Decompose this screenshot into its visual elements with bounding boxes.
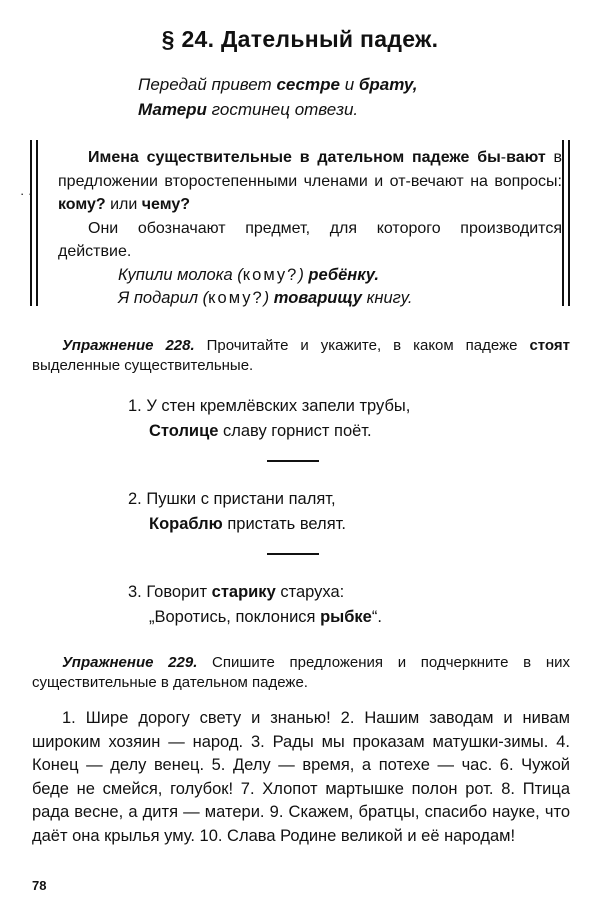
verse-separator	[267, 553, 319, 555]
epigraph-line-1: Передай привет сестре и брату,	[138, 75, 418, 94]
rule-paragraph-2: Они обозначают предмет, для которого производится действие.	[58, 219, 562, 260]
epigraph-line-2: Матери гостинец отвези.	[138, 100, 359, 119]
rule-bar-right	[562, 140, 570, 306]
rule-example-1: Купили молока (кому?) ребёнку.	[118, 265, 379, 284]
rule-text	[58, 146, 562, 311]
exercise-229-heading: Упражнение 229. Спишите предложения и подчеркните в них существительные в дательном падеже.	[32, 654, 570, 691]
rule-box	[30, 140, 570, 310]
verse-2: 2. Пушки с пристани палят, Кораблю пристать велят.	[128, 490, 346, 533]
exercise-228-heading: Упражнение 228. Прочитайте и укажите, в каком падеже стоят выделенные существительные.	[32, 337, 570, 374]
rule-paragraph-1: Имена существительные в дательном падеже бы-вают в предложении второстепенными членами и от-вечают на вопросы: кому? или чему?	[58, 149, 563, 213]
rule-example-2: Я подарил (кому?) товарищу книгу.	[118, 289, 413, 307]
section-title: § 24. Дательный падеж.	[161, 26, 439, 52]
verse-separator	[267, 460, 319, 462]
exercise-229-body: 1. Шире дорогу свету и знанью! 2. Нашим заводам и нивам широким хозяин — народ. 3. Рады мы проказам матушки-зимы. 4. Конец — делу венец. 5. Делу — время, а потехе — час. 6. Чужой беде не смейся, голубок! 7. Хлопот мартышке полон рот. 8. Птица рада весне, а дитя — матери. 9. Скажем, братцы, спасибо науке, что даёт она крылья уму. 10. Слава Родине великой и её народам!	[32, 709, 570, 845]
epigraph	[138, 72, 417, 122]
margin-dots: · ·	[20, 186, 33, 201]
verse-3: 3. Говорит старику старуха: „Воротись, поклонися рыбке“.	[128, 583, 382, 626]
page-number: 78	[32, 878, 47, 893]
verse-1: 1. У стен кремлёвских запели трубы, Столице славу горнист поёт.	[128, 397, 411, 440]
rule-bar-left	[30, 140, 38, 306]
